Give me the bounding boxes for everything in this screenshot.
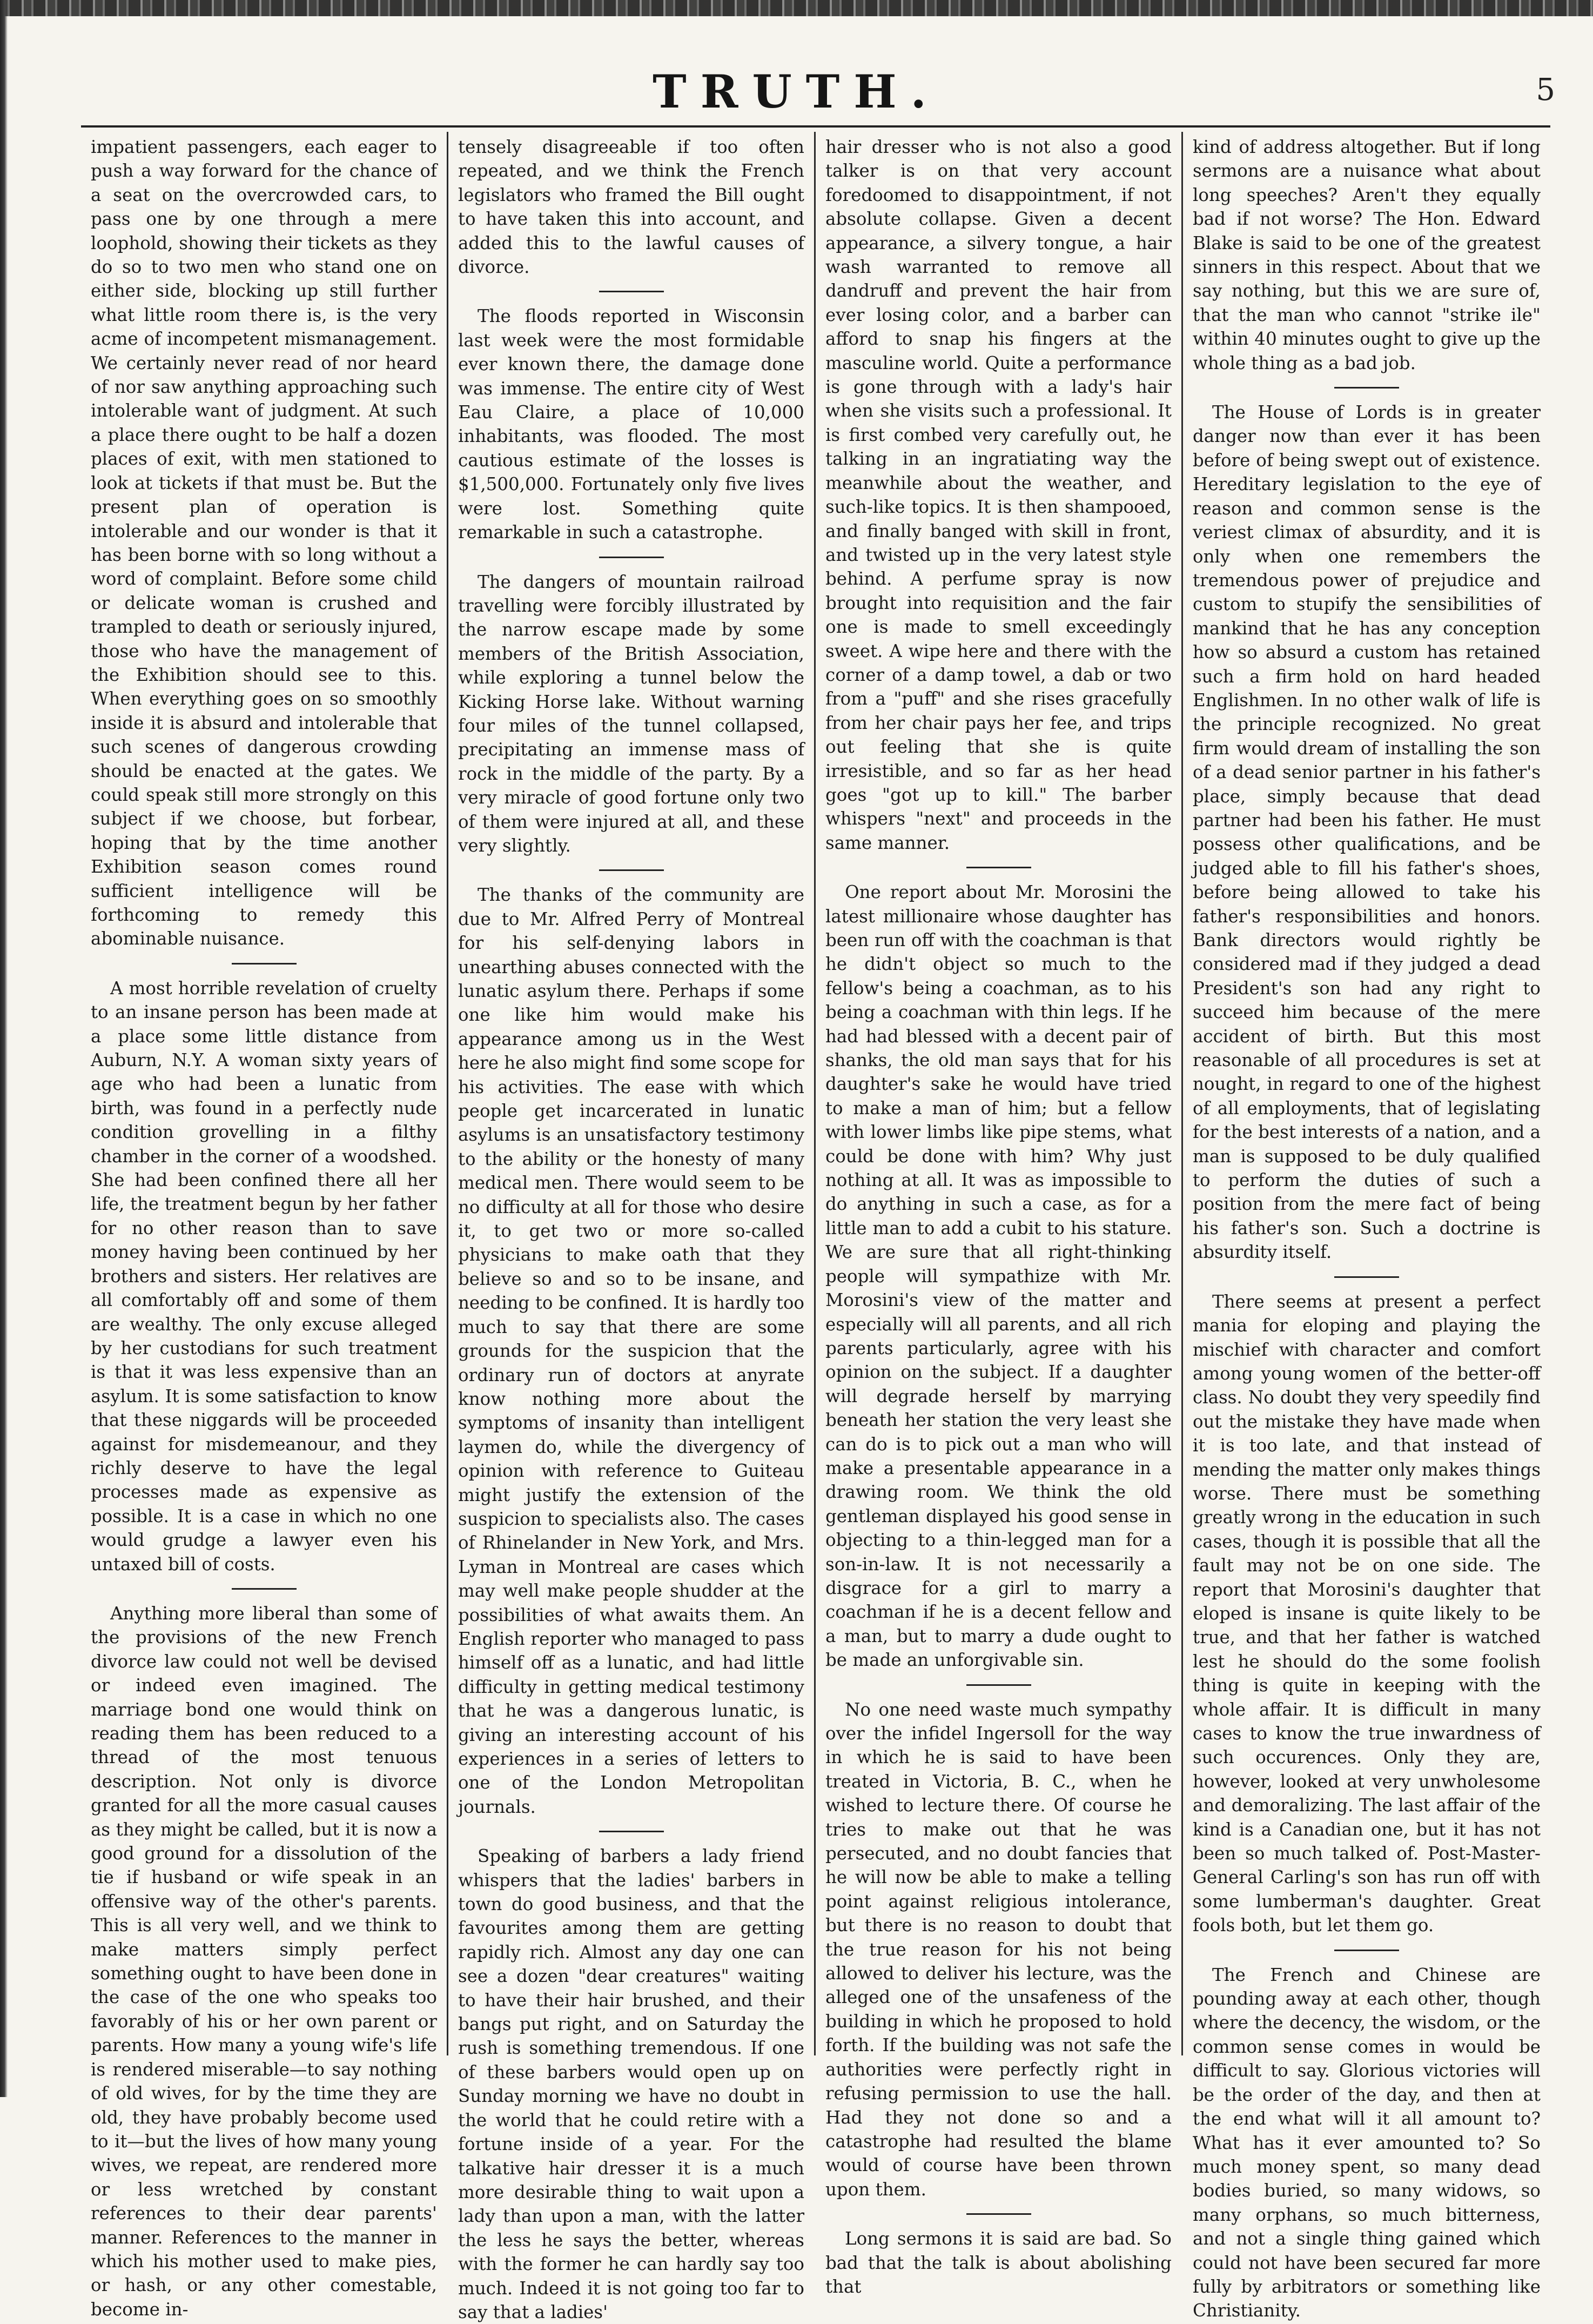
article-separator [1334, 387, 1399, 389]
article-separator [1334, 1276, 1399, 1278]
article-paragraph: The House of Lords is in greater danger now than ever it has been before of being swept out of existence. Hereditary legislation to the eye of reason and common sense is the veriest climax of absurdity, and it is only when one remembers the tremendous power of prejudice and custom to stupify the sensibilities of mankind that he has any conception how so absurd a custom has retained such a firm hold on hard headed Englishmen. In no other walk of life is the principle recognized. No great firm would dream of installing the son of a dead senior partner in his father's place, simply because that dead partner had been his father. He must possess other qualifications, and be judged able to fill his father's shoes, before being allowed to take his father's responsibilities and honors. Bank directors would rightly be considered mad if they judged a dead President's son had any right to succeed him because of the mere accident of birth. But this most reasonable of all procedures is set at nought, in regard to one of the highest of all employments, that of legislating for the best interests of a nation, and a man is supposed to be duly qualified to perform the duties of such a position from the mere fact of being his father's son. Such a doctrine is absurdity itself. [1193, 402, 1541, 1263]
column-4 [1183, 132, 1550, 2321]
article-separator [599, 1831, 664, 1832]
article-separator [232, 963, 297, 965]
column-2 [448, 132, 816, 2322]
article-paragraph: No one need waste much sympathy over the infidel Ingersoll for the way in which he is said to have been treated in Victoria, B. C., when he wished to lecture there. Of course he tries to make out that he was persecuted, and no doubt fancies that he will now be able to make a telling point against religious intolerance, but there is no reason to doubt that the true reason for his not being allowed to deliver his lecture, was the alleged one of the unsafeness of the building in which he proposed to hold forth. If the building was not safe the authorities were perfectly right in refusing permission to use the hall. Had they not done so and a catastrophe had resulted the blame would of course have been thrown upon them. [825, 1699, 1172, 2200]
article-separator [966, 867, 1031, 868]
article-paragraph: The floods reported in Wisconsin last week were the most formidable ever known there, the damage done was immense. The entire city of West Eau Claire, a place of 10,000 inhabitants, was flooded. The most cautious estimate of the losses is $1,500,000. Fortunately only five lives were lost. Something quite remarkable in such a catastrophe. [458, 306, 804, 543]
article-separator [966, 2213, 1031, 2215]
article-paragraph: hair dresser who is not also a good talker is on that very account foredoomed to disappointment, if not absolute collapse. Given a decent appearance, a silvery tongue, a hair wash warranted to remove all dandruff and prevent the hair from ever losing color, and a barber can afford to snap his fingers at the masculine world. Quite a performance is gone through with a lady's hair when she visits such a professional. It is first combed very carefully out, he talking in an ingratiating way the meanwhile about the weather, and such-like topics. It is then shampooed, and finally banged with skill in front, and twisted up in the very latest style behind. A perfume spray is now brought into requisition and the fair one is made to smell exceedingly sweet. A wipe here and there with the corner of a damp towel, a dab or two from a "puff" and she rises gracefully from her chair pays her fee, and trips out feeling that she is quite irresistible, and so far as her head goes "got up to kill." The barber whispers "next" and proceeds in the same manner. [825, 137, 1172, 853]
article-paragraph: tensely disagreeable if too often repeated, and we think the French legislators who framed the Bill ought to have taken this into account, and added this to the lawful causes of divorce. [458, 137, 804, 278]
scan-edge-left [0, 0, 8, 2097]
article-columns [81, 132, 1550, 2322]
masthead [0, 65, 1593, 124]
article-separator [599, 869, 664, 871]
article-paragraph: The thanks of the community are due to Mr. Alfred Perry of Montreal for his self-denying labors in unearthing abuses connected with the lunatic asylum there. Perhaps if some one like him would make his appearance among us in the West here he also might find some scope for his activities. The ease with which people get incarcerated in lunatic asylums is an unsatisfactory testimony to the ability or the honesty of many medical men. There would seem to be no difficulty at all for those who desire it, to get two or more so-called physicians to make oath that they believe so and so to be insane, and needing to be confined. It is hardly too much to say that there are some grounds for the suspicion that the ordinary run of doctors at anyrate know nothing more about the symptoms of insanity than intelligent laymen do, while the divergency of opinion with reference to Guiteau might justify the extension of the suspicion to specialists also. The cases of Rhinelander in New York, and Mrs. Lyman in Montreal are cases which may well make people shudder at the possibilities of what awaits them. An English reporter who managed to pass himself off as a lunatic, and had little difficulty in getting medical testimony that he was a dangerous lunatic, is giving an interesting account of his experiences in a series of letters to one of the London Metropolitan journals. [458, 885, 804, 1817]
article-paragraph: One report about Mr. Morosini the latest millionaire whose daughter has been run off with the coachman is that he didn't object so much to the fellow's being a coachman, as to his being a coachman with thin legs. If he had had blessed with a decent pair of shanks, the old man says that for his daughter's sake he would have tried to make a man of him; but a fellow with lower limbs like pipe stems, what could be done with him? Why just nothing at all. It was as impossible to do anything in such a case, as for a little man to add a cubit to his stature. We are sure that all right-thinking people will sympathize with Mr. Morosini's view of the matter and especially will all parents, and all rich parents particularly, agree with his opinion on the subject. If a daughter will degrade herself by marrying beneath her station the very least she can do is to pick out a man who will make a presentable appearance in a drawing room. We think the old gentleman displayed his good sense in objecting to a thin-legged man for a son-in-law. It is not necessarily a disgrace for a girl to marry a coachman if he is a decent fellow and a man, but to marry a dude ought to be made an unforgivable sin. [825, 882, 1172, 1671]
article-paragraph: impatient passengers, each eager to push a way forward for the chance of a seat on the overcrowded cars, to pass one by one through a mere loophold, showing their tickets as they do so to two men who stand one on either side, blocking up still further what little room there is, is the very acme of incompetent mismanagement. We certainly never read of nor heard of nor saw anything approaching such intolerable want of judgment. At such a place there ought to be half a dozen places of exit, with men stationed to look at tickets if that must be. But the present plan of operation is intolerable and our wonder is that it has been borne with so long without a word of complaint. Before some child or delicate woman is crushed and trampled to death or seriously injured, those who have the management of the Exhibition should see to this. When everything goes on so smoothly inside it is absurd and intolerable that such scenes of dangerous crowding should be enacted at the gates. We could speak still more strongly on this subject if we choose, but forbear, hoping that by the time another Exhibition season comes round sufficient intelligence will be forthcoming to remedy this abominable nuisance. [91, 137, 437, 949]
article-separator [599, 291, 664, 292]
scan-edge-top [0, 0, 1593, 16]
header-rule [81, 125, 1550, 128]
column-1 [81, 132, 448, 2320]
article-separator [1334, 1950, 1399, 1951]
article-separator [599, 557, 664, 558]
article-paragraph: Long sermons it is said are bad. So bad that the talk is about abolishing that [825, 2228, 1172, 2297]
article-paragraph: There seems at present a perfect mania for eloping and playing the mischief with character and comfort among young women of the better-off class. No doubt they very speedily find out the mistake they have made when it is too late, and that instead of mending the matter only makes things worse. There must be something greatly wrong in the education in such cases, though it is possible that all the fault may not be on one side. The report that Morosini's daughter that eloped is insane is quite likely to be true, and that her father is watched lest he should do the some foolish thing is quite in keeping with the whole affair. It is difficult in many cases to know the true inwardness of such occurences. Only they are, however, looked at very unwholesome and demoralizing. The last affair of the kind is a Canadian one, but it has not been so much talked of. Post-Master-General Carling's son has run off with some lumberman's daughter. Great fools both, but let them go. [1193, 1291, 1541, 1936]
article-paragraph: The French and Chinese are pounding away at each other, though where the decency, the wisdom, or the common sense comes in would be difficult to say. Glorious victories will be the order of the day, and then at the end what will it all amount to? What has it ever amounted to? So much money spent, so many dead bodies buried, so many widows, so many orphans, so much bitterness, and not a single thing gained which could not have been secured far more fully by arbitrators or something like Christianity. [1193, 1964, 1541, 2321]
article-paragraph: A most horrible revelation of cruelty to an insane person has been made at a place some little distance from Auburn, N.Y. A woman sixty years of age who had been a lunatic from birth, was found in a perfectly nude condition grovelling in a filthy chamber in the corner of a woodshed. She had been confined there all her life, the treatment begun by her father for no other reason than to save money having been continued by her brothers and sisters. Her relatives are all comfortably off and some of them are wealthy. The only excuse alleged by her custodians for such treatment is that it was less expensive than an asylum. It is some satisfaction to know that these niggards will be proceeded against for misdemeanour, and they richly deserve to have the legal processes made as expensive as possible. It is a case in which no one would grudge a lawyer even his untaxed bill of costs. [91, 977, 437, 1575]
article-paragraph: kind of address altogether. But if long sermons are a nuisance what about long speeches? Aren't they equally bad if not worse? The Hon. Edward Blake is said to be one of the greatest sinners in this respect. About that we say nothing, but this we are sure of, that the man who cannot "strike ile" within 40 minutes ought to give up the whole thing as a bad job. [1193, 137, 1541, 373]
article-separator [232, 1588, 297, 1590]
article-paragraph: Anything more liberal than some of the provisions of the new French divorce law could not well be devised or indeed even imagined. The marriage bond one would think on reading them has been reduced to a thread of the most tenuous description. Not only is divorce granted for all the more casual causes as they might be called, but it is now a good ground for a dissolution of the tie if husband or wife speak in an offensive way of the other's parents. This is all very well, and we think to make matters simply perfect something ought to have been done in the case of the one who speaks too favorably of his or her own parent or parents. How many a young wife's life is rendered miserable—to say nothing of old wives, for by the time they are old, they have probably become used to it—but the lives of how many young wives, we repeat, are rendered more or less wretched by constant references to their dear parents' manner. References to the manner in which his mother used to make pies, or hash, or any other comestable, become in- [91, 1603, 437, 2320]
newspaper-title: TRUTH. [653, 65, 940, 118]
article-separator [966, 1684, 1031, 1686]
article-paragraph: The dangers of mountain railroad travelling were forcibly illustrated by the narrow escape made by some members of the British Association, while exploring a tunnel below the Kicking Horse lake. Without warning four miles of the tunnel collapsed, precipitating an immense mass of rock in the middle of the party. By a very miracle of good fortune only two of them were injured at all, and these very slightly. [458, 571, 804, 856]
article-paragraph: Speaking of barbers a lady friend whispers that the ladies' barbers in town do good business, and that the favourites among them are getting rapidly rich. Almost any day one can see a dozen "dear creatures" waiting to have their hair brushed, and their bangs put right, and on Saturday the rush is something tremendous. If one of these barbers would open up on Sunday morning we have no doubt in the world that he could retire with a fortune inside of a year. For the talkative hair dresser it is a much more desirable thing to wait upon a lady than upon a man, with the latter the less he says the better, whereas with the former he can hardly say too much. Indeed it is not going too far to say that a ladies' [458, 1846, 804, 2322]
page-number: 5 [1536, 72, 1555, 108]
column-3 [816, 132, 1183, 2297]
